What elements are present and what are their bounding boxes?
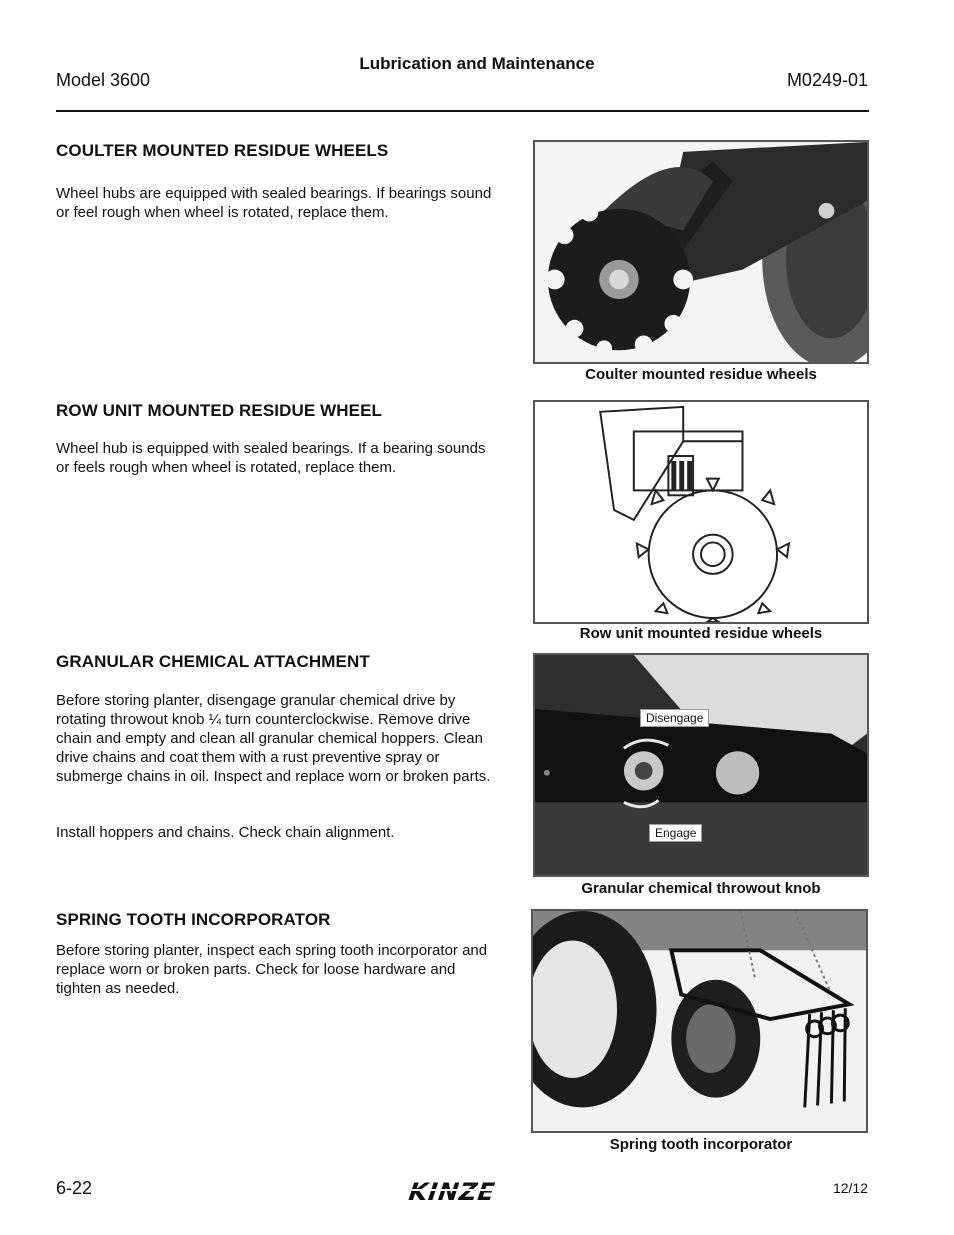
footer-page-number: 6-22	[56, 1178, 93, 1198]
figure-row-unit-residue-wheel	[533, 400, 869, 624]
figure-granular-throwout-knob	[533, 653, 869, 877]
section-text-row-unit: Wheel hub is equipped with sealed bearings. If a bearing sounds or feels rough when wheel is rotated, replace them.	[56, 440, 486, 476]
header-doc-number: M0249-01	[786, 70, 868, 90]
figure-spring-tooth-incorporator	[531, 909, 868, 1133]
section-heading-coulter: COULTER MOUNTED RESIDUE WHEELS	[56, 141, 389, 160]
section-heading-row-unit: ROW UNIT MOUNTED RESIDUE WHEEL	[56, 401, 382, 420]
label-disengage: Disengage	[640, 709, 709, 727]
header-section-title: Lubrication and Maintenance	[359, 54, 595, 73]
section-heading-granular: GRANULAR CHEMICAL ATTACHMENT	[56, 652, 370, 671]
figure-caption-row-unit: Row unit mounted residue wheels	[579, 625, 823, 642]
footer-date: 12/12	[832, 1180, 868, 1196]
section-text-spring-tooth: Before storing planter, inspect each spring tooth incorporator and replace worn or broken parts. Check for loose hardware and tighten as needed.	[56, 942, 488, 997]
figure-caption-coulter: Coulter mounted residue wheels	[585, 366, 817, 383]
figure-caption-spring-tooth: Spring tooth incorporator	[609, 1136, 793, 1153]
section-text-granular-2: Install hoppers and chains. Check chain alignment.	[56, 824, 395, 841]
figure-coulter-residue-wheels	[533, 140, 869, 364]
header-model: Model 3600	[56, 70, 151, 90]
section-heading-spring-tooth: SPRING TOOTH INCORPORATOR	[56, 910, 331, 929]
section-text-granular-1: Before storing planter, disengage granular chemical drive by rotating throwout knob ¼ turn counterclockwise. Remove drive chain and empty and clean all granular chemical hoppers. Clean drive chains and coat them with a rust preventive spray or submerge chains in oil. Inspect and replace worn or broken parts.	[56, 692, 491, 785]
figure-caption-granular: Granular chemical throwout knob	[581, 880, 821, 897]
svg-text:KINZE: KINZE	[404, 1177, 500, 1206]
kinze-logo	[404, 1176, 522, 1206]
header-divider	[56, 110, 869, 112]
section-text-coulter: Wheel hubs are equipped with sealed bearings. If bearings sound or feel rough when wheel is rotated, replace them.	[56, 185, 492, 221]
label-engage: Engage	[649, 824, 702, 842]
